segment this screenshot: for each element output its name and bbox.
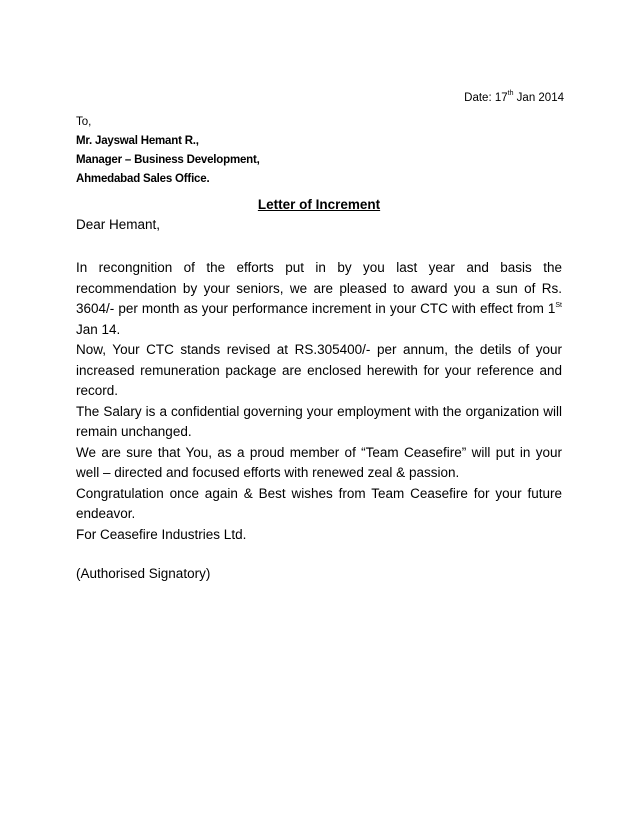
paragraph-congratulation: Congratulation once again & Best wishes from Team Ceasefire for your future endeavor. [76, 485, 562, 521]
paragraph-salary: The Salary is a confidential governing your employment with the organization will remain unchanged. [76, 403, 562, 439]
paragraph-team: We are sure that You, as a proud member of “Team Ceasefire” will put in your well – directed and focused efforts with renewed zeal & passion. [76, 444, 562, 480]
para1-end: Jan 14. [76, 321, 121, 337]
subject-text: Letter of Increment [257, 197, 381, 212]
paragraph-increment [76, 258, 562, 340]
date-suffix: th [507, 90, 514, 97]
letter-subject [0, 197, 638, 212]
company-line: For Ceasefire Industries Ltd. [76, 526, 247, 542]
signatory: (Authorised Signatory) [76, 566, 211, 581]
recipient-name: Mr. Jayswal Hemant R., [76, 135, 199, 147]
para1-text: In recongnition of the efforts put in by you last year and basis the recommendation by your seniors, we are pleased to award you a sun of Rs. 3604/- per month as your performance increment in your CTC with effect from 1 [76, 260, 562, 316]
paragraph-ctc: Now, Your CTC stands revised at RS.305400/- per annum, the detils of your increased remuneration package are enclosed herewith for your reference and record. [76, 342, 562, 398]
to-label: To, [76, 116, 92, 128]
date-prefix: Date: 17 [464, 92, 508, 104]
salutation: Dear Hemant, [76, 217, 161, 232]
recipient-office: Ahmedabad Sales Office. [76, 173, 210, 185]
letter-body [76, 258, 562, 545]
recipient-address [76, 113, 260, 189]
letter-date [464, 92, 564, 104]
recipient-title: Manager – Business Development, [76, 154, 260, 166]
date-rest: Jan 2014 [513, 92, 564, 104]
para1-superscript: St [555, 302, 562, 309]
